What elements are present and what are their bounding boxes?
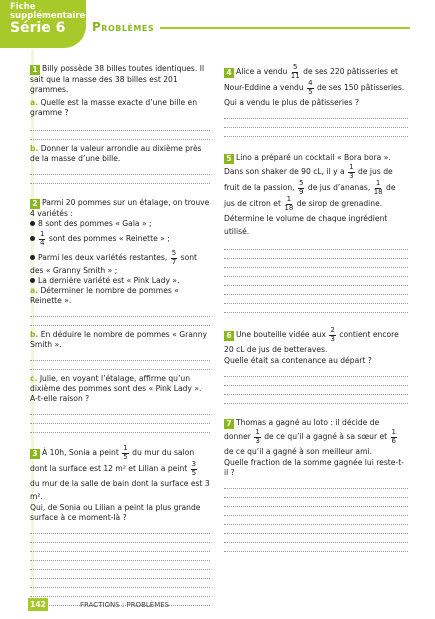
numerator: 5 [171, 249, 177, 257]
right-column [224, 64, 408, 552]
exercise-7 [224, 416, 408, 552]
denominator: 6 [391, 436, 397, 445]
ex2-bullet1: 8 sont des pommes « Gala » ; [38, 219, 152, 228]
ex4-t4: Qui a vendu le plus de pâtisseries ? [224, 98, 360, 107]
ex1-b-text: Donner la valeur arrondie au dixième près de la masse d’une bille. [30, 144, 202, 163]
fraction [171, 250, 177, 266]
exercise-number-3: 3 [30, 449, 40, 459]
ex5-t4: de jus de citron et [224, 183, 396, 208]
denominator: 3 [330, 334, 335, 343]
fraction [307, 80, 313, 96]
exercise-2 [30, 198, 210, 433]
ex7-t1: Thomas a gagné au loto : il décide de donner [224, 418, 380, 441]
ex7-t2: de ce qu’il a gagné à sa sœur et [264, 432, 388, 441]
answer-lines [30, 122, 210, 140]
ex2-bullet2: sont des pommes « Reinette » ; [48, 234, 170, 243]
fraction [191, 461, 197, 477]
exercise-4 [224, 64, 408, 137]
ex6-t2: contient encore 20 cL de jus de betteraves. [224, 330, 399, 354]
answer-lines [30, 352, 210, 370]
fraction [122, 445, 128, 461]
fraction [291, 64, 300, 80]
denominator: 7 [171, 257, 177, 266]
header-rule [160, 27, 410, 29]
bullet-icon [30, 221, 35, 226]
denominator: 18 [373, 187, 383, 196]
exercise-5 [224, 151, 408, 313]
answer-lines [224, 110, 408, 137]
denominator: 11 [290, 71, 300, 80]
ex2-text: Parmi 20 pommes sur un étalage, on trouve 4 variétés : [30, 198, 210, 218]
numerator: 5 [298, 179, 304, 187]
denominator: 5 [191, 468, 197, 477]
ex2-bullet4: La dernière variété est « Pink Lady ». [38, 276, 180, 285]
denominator: 18 [284, 203, 294, 212]
ex1-text: Billy possède 38 billes toutes identiques. Il sait que la masse des 38 billes est 201 grammes. [30, 64, 205, 94]
exercise-number-2: 2 [30, 199, 40, 209]
denominator: 9 [298, 187, 304, 196]
ex3-t2: du mur du salon dont la surface est 12 m² et Lilian a peint [30, 448, 195, 473]
badge-line2: supplémentaire [10, 11, 86, 21]
denominator: 3 [255, 436, 260, 445]
fraction [284, 196, 293, 212]
numerator: 1 [375, 179, 381, 187]
fraction [348, 164, 354, 180]
ex7-t3: de ce qu’il a gagné à son meilleur ami. [224, 447, 372, 456]
ex2-c-text: Julie, en voyant l’étalage, affirme qu’un dixième des pommes sont des « Pink Lady ». A-t-elle raison ? [30, 374, 202, 403]
bullet-icon [30, 255, 35, 260]
ex6-t3: Quelle était sa contenance au départ ? [224, 356, 372, 365]
exercise-3 [30, 445, 210, 606]
ex5-t5: de sirop de grenadine. Détermine le volume de chaque ingrédient utilisé. [224, 199, 388, 236]
fraction [298, 180, 304, 196]
numerator: 1 [286, 195, 292, 203]
left-column [30, 64, 210, 606]
ex7-t4: Quelle fraction de la somme gagnée lui reste-t-il ? [224, 458, 404, 477]
exercise-number-7: 7 [224, 419, 234, 429]
numerator: 1 [391, 428, 397, 436]
exercise-1 [30, 64, 210, 184]
bullet-icon [30, 278, 35, 283]
fraction [374, 180, 383, 196]
ex2-a-text: Déterminer le nombre de pommes « Reinette ». [30, 286, 179, 305]
answer-lines [30, 308, 210, 326]
ex3-t1: À 10h, Sonia a peint [42, 448, 119, 457]
numerator: 4 [308, 79, 313, 87]
answer-lines [224, 368, 408, 404]
fraction [329, 327, 335, 343]
ex5-t3: de jus d’ananas, [307, 183, 371, 192]
ex2-bullet3-post: sont des « Granny Smith » ; [30, 253, 198, 275]
badge-line3: Série 6 [10, 20, 66, 36]
answer-lines [30, 525, 210, 606]
denominator: 5 [123, 452, 128, 461]
ex2-bullet3-pre: Parmi les deux variétés restantes, [38, 253, 168, 262]
numerator: 1 [349, 163, 354, 171]
denominator: 5 [308, 87, 313, 96]
ex2-b-label: b. [30, 330, 39, 339]
ex2-c-label: c. [30, 374, 38, 383]
denominator: 4 [40, 238, 45, 247]
numerator: 1 [123, 444, 128, 452]
ex2-a-label: a. [30, 286, 39, 295]
exercise-number-1: 1 [30, 65, 40, 75]
exercise-number-4: 4 [224, 68, 234, 78]
exercise-6 [224, 327, 408, 404]
page-title [92, 20, 154, 34]
numerator: 1 [255, 428, 260, 436]
ex1-a-label: a. [30, 98, 39, 107]
ex3-t3: du mur de la salle de bain dont la surface est 3 m². [30, 479, 210, 501]
numerator: 2 [330, 326, 335, 334]
fraction [254, 429, 260, 445]
badge-line1: Fiche [10, 2, 36, 12]
numerator: 1 [40, 230, 45, 238]
bullet-icon [30, 236, 35, 241]
numerator: 5 [293, 63, 298, 71]
ex4-t3: de ses 150 pâtisseries. [316, 83, 405, 92]
ex4-t1: Alice a vendu [236, 67, 288, 76]
ex2-b-text: En déduire le nombre de pommes « Granny Smith ». [30, 330, 208, 349]
answer-lines [224, 480, 408, 552]
exercise-number-6: 6 [224, 331, 234, 341]
answer-lines [30, 406, 210, 433]
fraction [39, 231, 45, 247]
numerator: 3 [191, 460, 197, 468]
exercise-number-5: 5 [224, 154, 234, 164]
ex1-a-text: Quelle est la masse exacte d’une bille en gramme ? [30, 98, 198, 117]
ex4-t2: de ses 220 pâtisseries et Nour-Eddine a vendu [224, 67, 399, 92]
ex5-t1: Lino a préparé un cocktail « Bora bora ». Dans son shaker de 90 cL, il y a [224, 153, 391, 176]
page-title-text: Problèmes [92, 20, 155, 34]
fraction [391, 429, 397, 445]
answer-lines [224, 241, 408, 313]
page-number: 142 [28, 598, 48, 611]
footer-chapter: FRACTIONS : PROBLÈMES [80, 601, 170, 609]
denominator: 3 [349, 171, 354, 180]
series-badge [0, 0, 86, 48]
answer-lines [30, 166, 210, 184]
ex6-t1: Une bouteille vidée aux [236, 330, 326, 339]
ex1-b-label: b. [30, 144, 39, 153]
ex3-t4: Qui, de Sonia ou Lilian a peint la plus grande surface à ce moment-là ? [30, 503, 201, 522]
ex5-t2: de jus de fruit de la passion, [224, 167, 393, 192]
